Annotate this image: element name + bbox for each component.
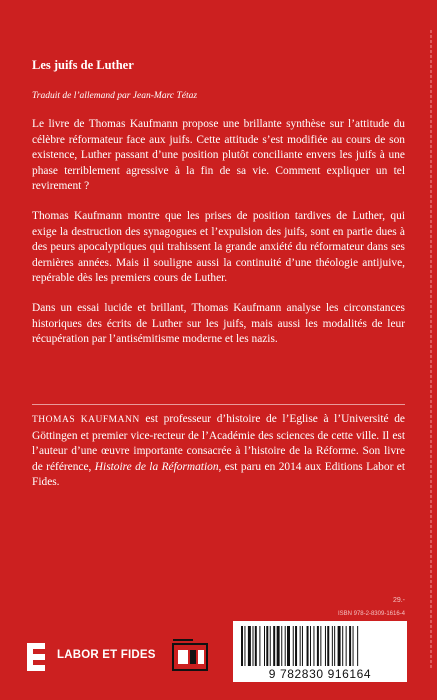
translator-credit: Traduit de l’allemand par Jean-Marc Tétaz xyxy=(32,91,198,101)
section-divider xyxy=(32,404,405,405)
bio-text-a: est professeur d’histoire de l’Eglise à l’Université de Göttingen et premier vice-recteur de l’Académie des sciences de cette ville. Il est l’auteur d’une œuvre importante consacrée à l’histoire de la Réforme. Son livre de référence, xyxy=(32,413,405,473)
main-text-block xyxy=(32,58,405,348)
publisher-name: LABOR ET FIDES xyxy=(57,649,156,661)
paragraph-3: Dans un essai lucide et brillant, Thomas Kaufmann analyse les circonstances historiques des écrits de Luther sur les juifs, mais aussi les modalités de leur récupération par l’antisémitisme moderne et les nazis. xyxy=(32,301,405,346)
barcode xyxy=(233,621,407,682)
book-title: Les juifs de Luther xyxy=(32,58,134,72)
cnl-logo-icon xyxy=(170,636,210,676)
paragraph-1: Le livre de Thomas Kaufmann propose une brillante synthèse sur l’attitude du célèbre réformateur face aux juifs. Cette attitude s’est modifiée au cours de son existence, Luther passant d’une position plutôt conciliante envers les juifs à une phase terriblement agressive à la fin de sa vie. Comment expliquer un tel revirement ? xyxy=(32,118,405,193)
book-reference: Histoire de la Réformation xyxy=(94,460,219,473)
publisher-logo-icon xyxy=(27,643,45,671)
spine-fine-print xyxy=(427,30,435,670)
barcode-bars xyxy=(241,626,399,666)
bio-text-b: , est paru en 2014 aux Editions Labor et Fides. xyxy=(32,460,405,489)
author-bio xyxy=(32,412,405,491)
isbn-label: ISBN 978-2-8309-1616-4 xyxy=(337,611,405,617)
price-label: 29.- xyxy=(392,597,405,604)
barcode-digits: 9 782830 916164 xyxy=(268,667,372,681)
author-name: THOMAS KAUFMANN xyxy=(32,415,140,425)
paragraph-2: Thomas Kaufmann montre que les prises de position tardives de Luther, qui exige la destruction des synagogues et l’expulsion des juifs, sont en partie dues à des peurs apocalyptiques qui trahissent la grande anxiété du réformateur dans ses dernières années. Mais il souligne aussi la continuité d’une théologie antijuive, repérable dès les premiers cours de Luther. xyxy=(32,209,405,285)
